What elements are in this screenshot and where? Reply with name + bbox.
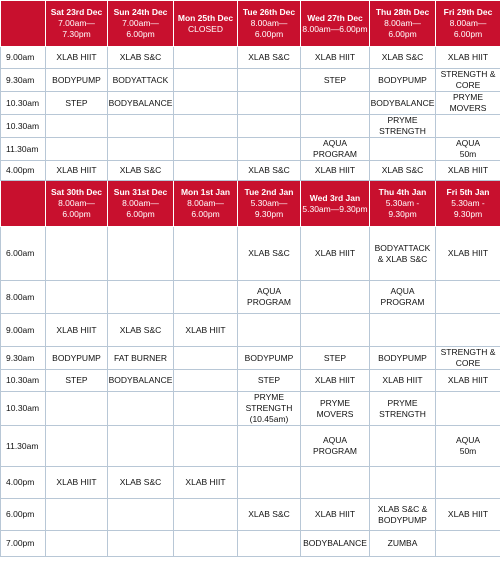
empty-cell [238, 426, 301, 467]
empty-cell [174, 92, 238, 115]
table-row [1, 161, 500, 181]
time-slot: 11.30am [1, 138, 46, 161]
day-name: Fri 29th Dec [443, 7, 493, 17]
day-name: Sun 24th Dec [113, 7, 168, 17]
class-cell: STEP [301, 69, 370, 92]
empty-cell [238, 92, 301, 115]
class-cell: BODYATTACK & XLAB S&C [370, 227, 436, 281]
empty-cell [108, 227, 174, 281]
class-cell: XLAB HIIT [174, 467, 238, 499]
table-row [1, 499, 500, 531]
empty-cell [46, 499, 108, 531]
table-row [1, 426, 500, 467]
opening-hours: 5.30am - 9.30pm [451, 198, 485, 219]
table-row [1, 115, 500, 138]
class-cell: XLAB HIIT [174, 314, 238, 347]
day-header-fri-5th-jan [436, 181, 500, 227]
time-slot: 9.30am [1, 347, 46, 370]
class-cell: XLAB S&C [108, 47, 174, 69]
class-cell: XLAB S&C [108, 161, 174, 181]
empty-cell [301, 314, 370, 347]
time-header-blank [1, 181, 46, 227]
empty-cell [174, 281, 238, 314]
opening-hours: 8.00am— 6.00pm [384, 18, 421, 39]
empty-cell [370, 426, 436, 467]
empty-cell [436, 467, 500, 499]
class-cell: XLAB HIIT [301, 227, 370, 281]
empty-cell [174, 115, 238, 138]
class-cell: XLAB HIIT [301, 499, 370, 531]
week2-header-row [1, 181, 500, 227]
table-row [1, 281, 500, 314]
day-header-thu-4th-jan [370, 181, 436, 227]
time-slot: 10.30am [1, 115, 46, 138]
class-cell: XLAB S&C [238, 227, 301, 281]
day-header-fri-29th-dec [436, 1, 500, 47]
class-cell: AQUA 50m [436, 138, 500, 161]
class-cell: XLAB HIIT [436, 370, 500, 392]
day-header-mon-1st-jan [174, 181, 238, 227]
empty-cell [46, 281, 108, 314]
class-cell: PRYME MOVERS [436, 92, 500, 115]
time-slot: 9.00am [1, 314, 46, 347]
opening-hours: 8.00am—6.00pm [302, 23, 368, 34]
time-header-blank [1, 1, 46, 47]
time-slot: 7.00pm [1, 531, 46, 557]
empty-cell [174, 227, 238, 281]
class-cell: AQUA PROGRAM [238, 281, 301, 314]
class-cell: XLAB S&C [370, 161, 436, 181]
empty-cell [238, 467, 301, 499]
table-row [1, 314, 500, 347]
class-cell: PRYME STRENGTH [370, 392, 436, 426]
class-cell: BODYBALANCE [301, 531, 370, 557]
table-row [1, 227, 500, 281]
opening-hours: 5.30am - 9.30pm [385, 198, 420, 219]
class-cell: STEP [46, 92, 108, 115]
empty-cell [301, 467, 370, 499]
opening-hours: 7.00am— 6.00pm [122, 18, 159, 39]
empty-cell [108, 138, 174, 161]
class-cell: BODYPUMP [46, 347, 108, 370]
class-cell: XLAB HIIT [370, 370, 436, 392]
class-cell: XLAB S&C [108, 314, 174, 347]
time-slot: 10.30am [1, 392, 46, 426]
time-slot: 10.30am [1, 370, 46, 392]
day-name: Tue 26th Dec [242, 7, 296, 17]
opening-hours: 8.00am— 6.00pm [250, 18, 288, 39]
day-header-tue-26th-dec [238, 1, 301, 47]
empty-cell [174, 499, 238, 531]
class-cell: AQUA PROGRAM [301, 138, 370, 161]
day-name: Thu 28th Dec [375, 7, 430, 17]
empty-cell [174, 47, 238, 69]
day-name: Sat 23rd Dec [50, 7, 103, 17]
empty-cell [238, 531, 301, 557]
time-slot: 4.00pm [1, 161, 46, 181]
day-header-sat-23rd-dec [46, 1, 108, 47]
class-cell: PRYME MOVERS [301, 392, 370, 426]
empty-cell [108, 531, 174, 557]
class-cell: XLAB HIIT [436, 161, 500, 181]
empty-cell [238, 314, 301, 347]
class-cell: XLAB HIIT [301, 47, 370, 69]
day-header-wed-3rd-jan [301, 181, 370, 227]
empty-cell [174, 392, 238, 426]
class-cell: FAT BURNER [108, 347, 174, 370]
time-slot: 4.00pm [1, 467, 46, 499]
class-cell: XLAB S&C & BODYPUMP [370, 499, 436, 531]
empty-cell [108, 426, 174, 467]
day-header-sat-30th-dec [46, 181, 108, 227]
class-cell: AQUA PROGRAM [301, 426, 370, 467]
empty-cell [174, 370, 238, 392]
empty-cell [174, 347, 238, 370]
empty-cell [436, 115, 500, 138]
day-header-mon-25th-dec [174, 1, 238, 47]
day-name: Tue 2nd Jan [244, 187, 294, 197]
time-slot: 9.30am [1, 69, 46, 92]
day-header-sun-31st-dec [108, 181, 174, 227]
day-name: Mon 1st Jan [180, 187, 231, 197]
day-name: Fri 5th Jan [446, 187, 490, 197]
empty-cell [174, 531, 238, 557]
empty-cell [46, 531, 108, 557]
empty-cell [436, 314, 500, 347]
day-header-thu-28th-dec [370, 1, 436, 47]
class-cell: XLAB HIIT [46, 314, 108, 347]
opening-hours: 8.00am— 6.00pm [122, 198, 159, 219]
opening-hours: CLOSED [188, 23, 223, 34]
class-cell: BODYPUMP [370, 347, 436, 370]
class-cell: BODYPUMP [46, 69, 108, 92]
class-cell: XLAB S&C [238, 499, 301, 531]
class-cell: STEP [46, 370, 108, 392]
empty-cell [174, 161, 238, 181]
table-row [1, 467, 500, 499]
empty-cell [436, 281, 500, 314]
table-row [1, 69, 500, 92]
empty-cell [301, 115, 370, 138]
empty-cell [108, 499, 174, 531]
class-cell: BODYPUMP [238, 347, 301, 370]
empty-cell [108, 392, 174, 426]
class-cell: STEP [238, 370, 301, 392]
empty-cell [370, 467, 436, 499]
table-row [1, 392, 500, 426]
class-cell: XLAB S&C [238, 161, 301, 181]
table-row [1, 92, 500, 115]
class-cell: XLAB HIIT [301, 370, 370, 392]
empty-cell [301, 92, 370, 115]
class-cell: AQUA 50m [436, 426, 500, 467]
empty-cell [238, 138, 301, 161]
class-cell: PRYME STRENGTH [370, 115, 436, 138]
day-name: Sat 30th Dec [50, 187, 103, 197]
time-slot: 6.00pm [1, 499, 46, 531]
day-header-wed-27th-dec [301, 1, 370, 47]
opening-hours: 8.00am— 6.00pm [187, 198, 224, 219]
class-cell: XLAB S&C [238, 47, 301, 69]
empty-cell [301, 281, 370, 314]
class-cell: BODYBALANCE [108, 92, 174, 115]
class-cell: XLAB HIIT [436, 499, 500, 531]
day-name: Sun 31st Dec [113, 187, 168, 197]
class-cell: BODYPUMP [370, 69, 436, 92]
empty-cell [436, 392, 500, 426]
empty-cell [46, 227, 108, 281]
class-cell: AQUA PROGRAM [370, 281, 436, 314]
time-slot: 8.00am [1, 281, 46, 314]
class-cell: STRENGTH & CORE [436, 69, 500, 92]
empty-cell [174, 426, 238, 467]
empty-cell [108, 281, 174, 314]
empty-cell [370, 314, 436, 347]
class-cell: BODYATTACK [108, 69, 174, 92]
class-cell: STRENGTH & CORE [436, 347, 500, 370]
class-cell: ZUMBA [370, 531, 436, 557]
class-cell: BODYBALANCE [370, 92, 436, 115]
day-header-tue-2nd-jan [238, 181, 301, 227]
opening-hours: 8.00am— 6.00pm [58, 198, 95, 219]
day-name: Wed 3rd Jan [309, 192, 361, 203]
class-cell: PRYME STRENGTH (10.45am) [238, 392, 301, 426]
class-cell: XLAB HIIT [46, 47, 108, 69]
class-cell: XLAB S&C [370, 47, 436, 69]
empty-cell [436, 531, 500, 557]
opening-hours: 7.00am— 7.30pm [58, 18, 95, 39]
class-cell: BODYBALANCE [108, 370, 174, 392]
class-cell: XLAB HIIT [436, 47, 500, 69]
empty-cell [238, 69, 301, 92]
table-row [1, 370, 500, 392]
time-slot: 10.30am [1, 92, 46, 115]
time-slot: 9.00am [1, 47, 46, 69]
opening-hours: 8.00am— 6.00pm [449, 18, 487, 39]
empty-cell [174, 69, 238, 92]
day-header-sun-24th-dec [108, 1, 174, 47]
opening-hours: 5.30am— 9.30pm [250, 198, 288, 219]
day-name: Thu 4th Jan [378, 187, 427, 197]
empty-cell [174, 138, 238, 161]
empty-cell [108, 115, 174, 138]
day-name: Wed 27th Dec [307, 12, 363, 23]
empty-cell [46, 138, 108, 161]
empty-cell [46, 392, 108, 426]
table-row [1, 347, 500, 370]
class-cell: XLAB HIIT [46, 467, 108, 499]
day-name: Mon 25th Dec [177, 12, 234, 23]
time-slot: 6.00am [1, 227, 46, 281]
empty-cell [46, 115, 108, 138]
class-cell: XLAB HIIT [436, 227, 500, 281]
week1-header-row [1, 1, 500, 47]
class-cell: XLAB S&C [108, 467, 174, 499]
table-row [1, 531, 500, 557]
empty-cell [238, 115, 301, 138]
time-slot: 11.30am [1, 426, 46, 467]
empty-cell [46, 426, 108, 467]
opening-hours: 5.30am—9.30pm [302, 203, 368, 214]
table-row [1, 138, 500, 161]
empty-cell [370, 138, 436, 161]
class-cell: STEP [301, 347, 370, 370]
class-cell: XLAB HIIT [46, 161, 108, 181]
class-cell: XLAB HIIT [301, 161, 370, 181]
table-row [1, 47, 500, 69]
